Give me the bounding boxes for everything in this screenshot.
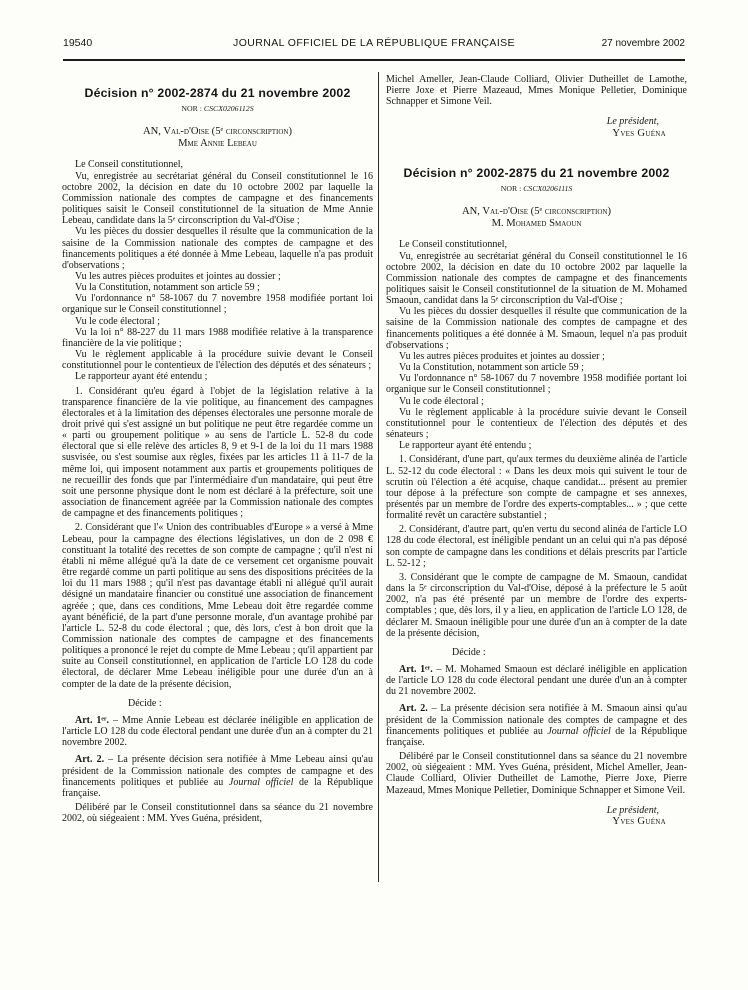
article-paragraph [62,715,373,748]
visa-paragraph: Vu les pièces du dossier desquelles il résulte que communication de la saisine de la Commission nationale des comptes de campagne et des financements politiques a été donnée à M. Smaoun, lequel n'a pas produit d'observations ; [386,306,687,351]
considerant-paragraph: 2. Considérant que l'« Union des contribuables d'Europe » a versé à Mme Lebeau, pour la campagne des élections législatives, un don de 2 098 € constituant la totalité des recettes de son compte de campagne ; qu'il n'est ni établi ni même allégué qu'à la date de ce versement cet organisme pouvait être regardé comme un parti politique au sens des dispositions précitées de la loi du 11 mars 1988 ; qu'il n'est pas davantage établi ni allégué qu'il aurait désigné un mandataire financier ou constitué une association de financement agréée ; que, dans ces conditions, Mme Lebeau doit être regardée comme ayant bénéficié, de la part d'une personne morale, d'un avantage prohibé par l'article L. 52-8 du code électoral ; que, dès lors, c'est à bon droit que la Commission nationale des comptes de campagne et des financements politiques a prononcé le rejet du compte de Mme Lebeau ; qu'il appartient par suite au Conseil constitutionnel, en application de l'article LO 128 du code électoral, de déclarer Mme Lebeau inéligible pour une durée d'un an à compter de la date de la présente décision, [62,522,373,690]
visa-paragraph: Vu la Constitution, notamment son article 59 ; [399,362,584,374]
header-rule [63,59,685,61]
article-paragraph [386,664,687,697]
signature-role: Le président, [606,804,659,816]
decision1-case-line: Mme Annie Lebeau [178,138,257,150]
journal-officiel-reference: Journal officiel [547,725,611,737]
visa-paragraph: Le rapporteur ayant été entendu ; [75,371,208,383]
journal-officiel-reference: Journal officiel [228,776,294,788]
decision2-nor-line [386,184,687,193]
article-label: Art. 2. [399,703,428,715]
journal-title: JOURNAL OFFICIEL DE LA RÉPUBLIQUE FRANÇAISE [233,37,515,49]
left-column [62,74,373,824]
visa-paragraph: Vu la Constitution, notamment son article 59 ; [75,282,260,294]
visa-paragraph: Vu les pièces du dossier desquelles il résulte que la communication de la saisine de la Commission nationale des comptes de campagne et des financements politiques a été donnée à Mme Lebeau, laquelle n'a pas produit d'observations ; [62,226,373,271]
visa-paragraph: Vu le règlement applicable à la procédure suivie devant le Conseil constitutionnel pour le contentieux de l'élection des députés et des sénateurs ; [386,406,687,441]
article-label: Art. 1ᵉʳ. [399,664,433,675]
page-number: 19540 [63,37,93,49]
decision1-nor-line [62,104,373,113]
article-label: Art. 2. [75,754,105,766]
article-text: – Mme Annie Lebeau est déclarée inéligible en application de l'article LO 128 du code électoral pendant une durée d'un an à compter du 21 novembre 2002. [62,714,373,749]
decision2-case-line: M. Mohamed Smaoun [491,218,582,230]
visa-paragraph: Vu le code électoral ; [399,395,484,407]
visa-paragraph: Vu le code électoral ; [75,315,160,327]
deliberation-continuation: Michel Ameller, Jean-Claude Colliard, Olivier Dutheillet de Lamothe, Pierre Joxe et Pierre Mazeaud, Mmes Monique Pelletier, Dominique Schnapper et Simone Veil. [386,74,687,108]
article-text: – La présente décision sera notifiée à Mme Lebeau ainsi qu'au président de la Commission nationale des comptes de campagne et des financements politiques et publiée au [62,754,373,788]
decision1-case-line: AN, Val-d'Oise (5ᵉ circonscription) [142,126,293,137]
intro-paragraph: Le Conseil constitutionnel, [75,159,184,171]
visa-paragraph: Le rapporteur ayant été entendu ; [399,440,532,452]
intro-paragraph: Le Conseil constitutionnel, [399,239,508,251]
column-divider [378,72,379,882]
visa-paragraph: Vu la loi n° 88-227 du 11 mars 1988 modifiée relative à la transparence financière de la vie politique ; [62,326,373,349]
nor-label: NOR : [181,104,202,113]
article-text: – M. Mohamed Smaoun est déclaré inéligible en application de l'article LO 128 du code électoral pendant une durée d'un an à compter du 21 novembre 2002. [386,664,687,698]
deliberation-paragraph: Délibéré par le Conseil constitutionnel dans sa séance du 21 novembre 2002, où siégeaient : MM. Yves Guéna, président, Michel Ameller, Jean-Claude Colliard, Olivier Dutheillet de Lamothe, Pierre Joxe, Pierre Mazeaud, Mmes Monique Pelletier, Dominique Schnapper et Simone Veil. [386,751,687,796]
visa-paragraph: Vu, enregistrée au secrétariat général du Conseil constitutionnel le 16 octobre 2002, la décision en date du 10 octobre 2002 par laquelle la Commission nationale des comptes de campagne et des financements politiques saisit le Conseil constitutionnel de la situation de Mme Annie Lebeau, candidate dans la 5ᵉ circonscription du Val-d'Oise ; [62,170,373,227]
signature-role: Le président, [606,116,659,128]
visa-paragraph: Vu les autres pièces produites et jointes au dossier ; [75,270,281,282]
page-header [63,37,685,49]
considerant-paragraph: 2. Considérant, d'autre part, qu'en vertu du second alinéa de l'article LO 128 du code électoral, est inéligible pendant un an celui qui n'a pas déposé son compte de campagne dans les conditions et délais prescrits par l'article L. 52-12 ; [386,524,687,569]
decision1-title: Décision n° 2002-2874 du 21 novembre 2002 [84,86,351,100]
visa-paragraph: Vu l'ordonnance n° 58-1067 du 7 novembre 1958 modifiée portant loi organique sur le Conseil constitutionnel ; [386,373,687,396]
decide-label: Décide : [452,646,486,658]
considerant-paragraph: 1. Considérant qu'eu égard à l'objet de la législation relative à la transparence financière de la vie politique, au financement des campagnes électorales et à la limitation des dépenses électorales une personne morale de droit privé qui s'est assigné un but politique ne peut être regardée comme un « parti ou groupement politique » au sens de l'article L. 52-8 du code électoral que si elle relève des articles 8, 9 et 9-1 de la loi du 11 mars 1988 susvisée, ou s'est soumise aux règles, fixées par les articles 11 à 11-7 de la même loi, qui imposent notamment aux partis et groupements politiques de ne recueillir des fonds que par l'intermédiaire d'un mandataire, qui peut être soit une personne physique dont le nom est déclaré à la préfecture, soit une association de financement agréée par la Commission nationale des comptes de campagne et des financements politiques ; [62,385,373,520]
visa-paragraph: Vu l'ordonnance n° 58-1067 du 7 novembre 1958 modifiée portant loi organique sur le Conseil constitutionnel ; [62,293,373,316]
issue-date: 27 novembre 2002 [601,38,685,49]
article-paragraph [386,703,687,748]
article-label: Art. 1ᵉʳ. [75,714,110,726]
signature-name: Yves Guéna [612,816,666,828]
signature-name: Yves Guéna [612,127,666,139]
deliberation-paragraph: Délibéré par le Conseil constitutionnel dans sa séance du 21 novembre 2002, où siégeaient : MM. Yves Guéna, président, [62,802,373,825]
visa-paragraph: Vu les autres pièces produites et jointes au dossier ; [399,350,605,362]
decision2-title: Décision n° 2002-2875 du 21 novembre 2002 [403,165,670,180]
right-column [386,74,687,828]
article-text: de la République française. [62,776,373,799]
article-text: de la République française. [386,725,687,748]
visa-paragraph: Vu le règlement applicable à la procédure suivie devant le Conseil constitutionnel pour le contentieux de l'élection des députés et des sénateurs ; [62,349,373,372]
considerant-paragraph: 3. Considérant que le compte de campagne de M. Smaoun, candidat dans la 5ᵉ circonscription du Val-d'Oise, déposé à la préfecture le 5 août 2002, n'a pas été présenté par un membre de l'ordre des experts-comptables ; que, dès lors, il y a lieu, en application de l'article LO 128, de déclarer M. Smaoun inéligible pour une durée d'un an à compter de la date de la présente décision, [386,571,687,639]
nor-label: NOR : [500,183,522,193]
considerant-paragraph: 1. Considérant, d'une part, qu'aux termes du deuxième alinéa de l'article L. 52-12 du code électoral : « Dans les deux mois qui suivent le tour de scrutin où l'élection a été acquise, chaque candidat... présent au premier tour dépose à la préfecture son compte de campagne et ses annexes, présentés par un membre de l'ordre des experts-comptables... » ; que cette formalité revêt un caractère substantiel ; [386,454,687,522]
article-text: – La présente décision sera notifiée à M. Smaoun ainsi qu'au président de la Commission nationale des comptes de campagne et des financements politiques et publiée au [386,703,687,737]
decide-label: Décide : [128,697,162,709]
nor-value: CSCX0206111S [523,183,573,193]
article-paragraph [62,754,373,799]
nor-value: CSCX0206112S [203,104,254,113]
decision2-case-line: AN, Val-d'Oise (5ᵉ circonscription) [461,205,612,217]
visa-paragraph: Vu, enregistrée au secrétariat général du Conseil constitutionnel le 16 octobre 2002, la décision en date du 10 octobre 2002 par laquelle la Commission nationale des comptes de campagne et des financements politiques saisit le Conseil constitutionnel de la situation de M. Mohamed Smaoun, candidat dans la 5ᵉ circonscription du Val-d'Oise ; [386,250,687,307]
